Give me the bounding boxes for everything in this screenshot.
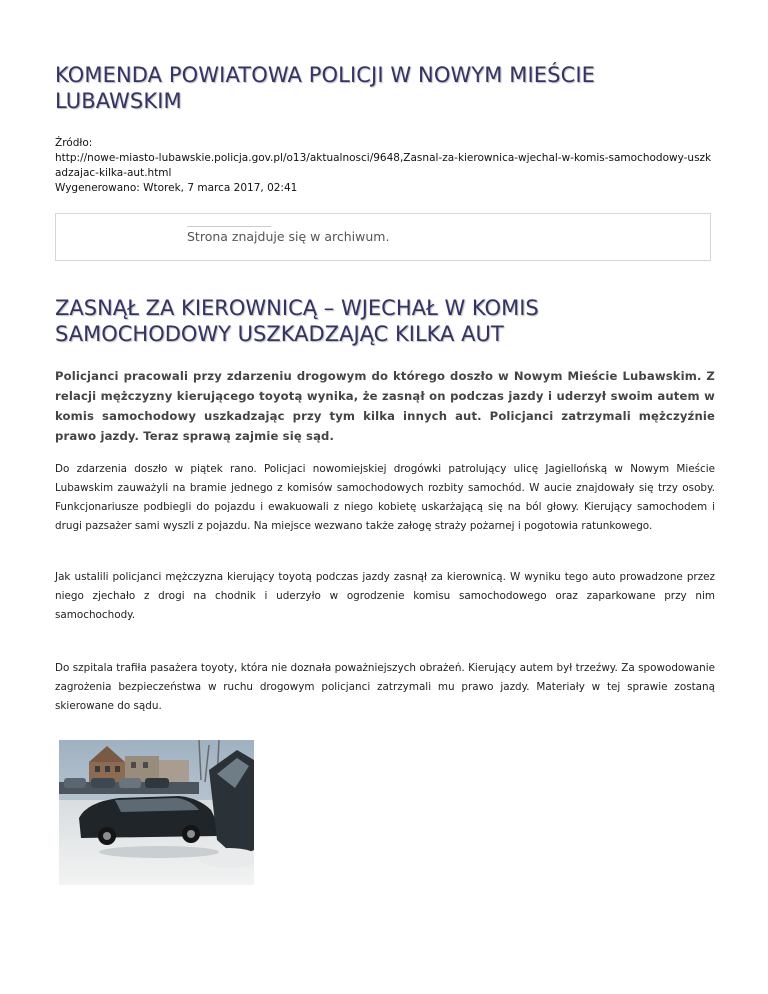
site-title: KOMENDA POWIATOWA POLICJI W NOWYM MIEŚCIE LUBAWSKIM (55, 63, 595, 113)
archive-notice-box (55, 213, 711, 261)
article-photo (59, 740, 254, 885)
article-title: ZASNĄŁ ZA KIEROWNICĄ – WJECHAŁ W KOMIS SAMOCHODOWY USZKADZAJĄC KILKA AUT (55, 296, 539, 346)
document-meta (55, 136, 715, 196)
article-paragraph: Do szpitala trafiła pasażera toyoty, która nie doznała poważniejszych obrażeń. Kierujący autem był trzeźwy. Za spowodowanie zagrożenia bezpieczeństwa w ruchu drogowym policjanci zatrzymali mu prawo jazdy. Materiały w tej sprawie zostaną skierowane do sądu. (55, 662, 715, 712)
archive-divider (187, 226, 271, 227)
generated-date: Wygenerowano: Wtorek, 7 marca 2017, 02:41 (55, 182, 298, 194)
crash-scene-image (59, 740, 254, 885)
article-lead: Policjanci pracowali przy zdarzeniu drogowym do którego doszło w Nowym Mieście Lubawskim. Z relacji mężczyzny kierującego toyotą wynika, że zasnął on podczas jazdy i uderzył swoim autem w komis samochodowy uszkadzając przy tym kilka innych aut. Policjanci zatrzymali mężczyźnie prawo jazdy. Teraz sprawą zajmie się sąd. (55, 369, 715, 443)
source-label: Źródło: (55, 137, 93, 149)
source-url: http://nowe-miasto-lubawskie.policja.gov.pl/o13/aktualnosci/9648,Zasnal-za-kierownica-wjechal-w-komis-samochodowy-uszkadzajac-kilka-aut.html (55, 152, 712, 179)
article-paragraph: Do zdarzenia doszło w piątek rano. Policjaci nowomiejskiej drogówki patrolujący ulicę Jagiellońską w Nowym Mieście Lubawskim zauważyli na bramie jednego z komisów samochodowych rozbity samochód. W aucie znajdowały się trzy osoby. Funkcjonariusze podbiegli do pojazdu i ewakuowali z niego kobietę uskarżającą się na ból głowy. Kierujący samochodem i drugi pazsażer sami wyszli z pojazdu. Na miejsce wezwano także załogę straży pożarnej i pogotowia ratunkowego. (55, 463, 715, 532)
article-paragraph: Jak ustalili policjanci mężczyzna kierujący toyotą podczas jazdy zasnął za kierownicą. W wyniku tego auto prowadzone przez niego zjechało z drogi na chodnik i uderzyło w ogrodzenie komisu samochodowego oraz zaparkowane przy nim samochochody. (55, 571, 715, 621)
archive-notice: Strona znajduje się w archiwum. (187, 229, 390, 244)
